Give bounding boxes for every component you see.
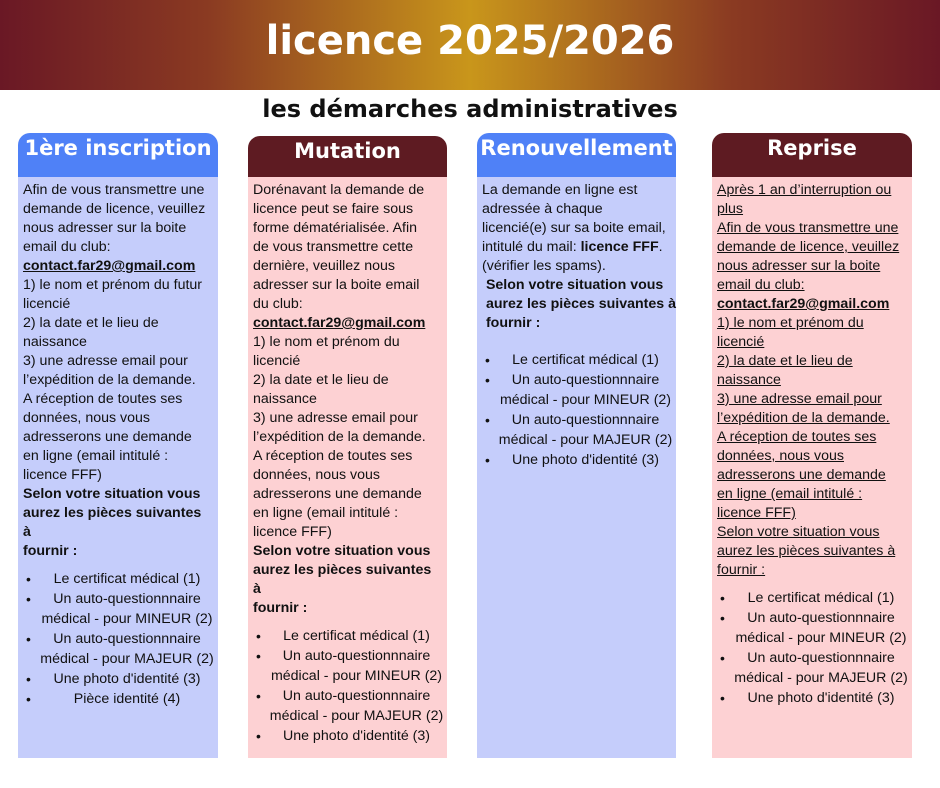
list-item: • Le certificat médical (1) xyxy=(18,569,218,589)
text-line: intitulé du mail: xyxy=(482,239,581,255)
text-line: demande de licence, veuillez xyxy=(717,239,900,255)
column-body xyxy=(477,177,676,758)
text-line: adresser sur la boite email xyxy=(253,277,420,293)
text-line: 2) la date et le lieu de xyxy=(717,353,853,369)
text-line: Dorénavant la demande de xyxy=(253,182,425,198)
text-line: l’expédition de la demande. xyxy=(253,429,426,445)
column-mutation xyxy=(248,136,447,758)
list-item: • Un auto-questionnnaire médical - pour MINEUR (2) xyxy=(18,589,218,629)
text-line: l’expédition de la demande. xyxy=(717,410,890,426)
text-line: 2) la date et le lieu de xyxy=(253,372,389,388)
club-email-link[interactable]: contact.far29@gmail.com xyxy=(717,296,890,312)
text-line: naissance xyxy=(253,391,317,407)
text-line: l’expédition de la demande. xyxy=(23,372,196,388)
column-body xyxy=(712,177,912,758)
title-banner xyxy=(0,0,940,90)
text-line: fournir : xyxy=(717,562,766,578)
text-line: A réception de toutes ses xyxy=(253,448,413,464)
column-header: Mutation xyxy=(248,136,447,180)
text-line: aurez les pièces suivantes à xyxy=(717,543,896,559)
list-item: • Un auto-questionnnaire médical - pour MAJEUR (2) xyxy=(712,648,912,688)
list-item: • Un auto-questionnnaire médical - pour MAJEUR (2) xyxy=(248,686,447,726)
club-email-link[interactable]: contact.far29@gmail.com xyxy=(253,315,426,331)
text-line: licence FFF) xyxy=(23,467,102,483)
list-item: • Un auto-questionnnaire médical - pour MINEUR (2) xyxy=(477,370,676,410)
text-line: nous adresser sur la boite xyxy=(717,258,881,274)
text-line: 1) le nom et prénom du xyxy=(717,315,864,331)
text-line: Selon votre situation vous xyxy=(717,524,880,540)
column-premiere-inscription xyxy=(18,133,218,758)
text-line: licencié(e) sur sa boite email, xyxy=(482,220,666,236)
list-item: • Un auto-questionnnaire médical - pour MAJEUR (2) xyxy=(477,410,676,450)
text-line: données, nous vous xyxy=(253,467,380,483)
text-line: du club: xyxy=(253,296,303,312)
text-line: licencié xyxy=(23,296,71,312)
text-line-bold: aurez les pièces suivantes à xyxy=(253,562,432,597)
club-email-link[interactable]: contact.far29@gmail.com xyxy=(23,258,196,274)
text-line-bold: fournir : xyxy=(23,543,78,559)
text-line-bold: fournir : xyxy=(253,600,308,616)
text-line: licencié xyxy=(717,334,765,350)
text-line: 3) une adresse email pour xyxy=(253,410,418,426)
column-body xyxy=(18,177,218,758)
documents-list xyxy=(18,569,218,709)
text-line: 1) le nom et prénom du futur xyxy=(23,277,203,293)
column-renouvellement xyxy=(477,133,676,758)
text-line-bold: aurez les pièces suivantes à xyxy=(23,505,202,540)
column-header: Renouvellement xyxy=(477,133,676,177)
column-header: 1ère inscription xyxy=(18,133,218,177)
text-line: 2) la date et le lieu de xyxy=(23,315,159,331)
text-line: Afin de vous transmettre une xyxy=(23,182,205,198)
text-line: adresserons une demande xyxy=(23,429,192,445)
list-item: • Une photo d'identité (3) xyxy=(477,450,676,470)
text-line: 1) le nom et prénom du xyxy=(253,334,400,350)
text-line: plus xyxy=(717,201,744,217)
list-item: • Un auto-questionnnaire médical - pour MAJEUR (2) xyxy=(18,629,218,669)
text-line: licence peut se faire sous xyxy=(253,201,414,217)
list-item: • Un auto-questionnnaire médical - pour MINEUR (2) xyxy=(248,646,447,686)
text-line: email du club: xyxy=(717,277,805,293)
text-line: forme dématérialisée. Afin xyxy=(253,220,418,236)
text-line-bold: aurez les pièces suivantes à xyxy=(482,296,677,312)
text-line: adresserons une demande xyxy=(717,467,886,483)
text-line: 3) une adresse email pour xyxy=(717,391,882,407)
text-line: adressée à chaque xyxy=(482,201,603,217)
text-line: en ligne (email intitulé : xyxy=(23,448,169,464)
text-line: licence FFF) xyxy=(253,524,332,540)
text-line-bold: Selon votre situation vous xyxy=(482,277,664,293)
text-line: Après 1 an d’interruption ou xyxy=(717,182,892,198)
list-item: • Le certificat médical (1) xyxy=(712,588,912,608)
text-line: données, nous vous xyxy=(23,410,150,426)
text-line: données, nous vous xyxy=(717,448,844,464)
text-line-bold: Selon votre situation vous xyxy=(23,486,201,502)
list-item: • Une photo d'identité (3) xyxy=(248,726,447,746)
text-line: naissance xyxy=(717,372,781,388)
text-line: de vous transmettre cette xyxy=(253,239,414,255)
documents-list xyxy=(248,626,447,746)
text-line: . xyxy=(658,239,663,255)
text-line: 3) une adresse email pour xyxy=(23,353,188,369)
page-title: licence 2025/2026 xyxy=(265,18,675,64)
list-item: • Une photo d'identité (3) xyxy=(18,669,218,689)
text-line: adresserons une demande xyxy=(253,486,422,502)
text-line-bold: fournir : xyxy=(482,315,541,331)
column-body xyxy=(248,177,447,758)
text-line: nous adresser sur la boite xyxy=(23,220,187,236)
text-line: licence FFF) xyxy=(717,505,796,521)
list-item: • Une photo d'identité (3) xyxy=(712,688,912,708)
text-line-bold: Selon votre situation vous xyxy=(253,543,431,559)
text-line: en ligne (email intitulé : xyxy=(253,505,399,521)
page-subtitle: les démarches administratives xyxy=(262,95,678,123)
text-line: demande de licence, veuillez xyxy=(23,201,206,217)
text-line: A réception de toutes ses xyxy=(23,391,183,407)
list-item: • Pièce identité (4) xyxy=(18,689,218,709)
documents-list xyxy=(477,350,676,470)
text-line: en ligne (email intitulé : xyxy=(717,486,863,502)
text-line: Afin de vous transmettre une xyxy=(717,220,899,236)
text-line: licencié xyxy=(253,353,301,369)
text-line: (vérifier les spams). xyxy=(482,258,606,274)
text-line: naissance xyxy=(23,334,87,350)
column-header: Reprise xyxy=(712,133,912,177)
documents-list xyxy=(712,588,912,708)
text-line: email du club: xyxy=(23,239,111,255)
list-item: • Un auto-questionnnaire médical - pour MINEUR (2) xyxy=(712,608,912,648)
list-item: • Le certificat médical (1) xyxy=(248,626,447,646)
text-line: dernière, veuillez nous xyxy=(253,258,395,274)
text-line: A réception de toutes ses xyxy=(717,429,877,445)
text-line: La demande en ligne est xyxy=(482,182,638,198)
column-reprise xyxy=(712,133,912,758)
mail-subject: licence FFF xyxy=(580,239,659,255)
list-item: • Le certificat médical (1) xyxy=(477,350,676,370)
